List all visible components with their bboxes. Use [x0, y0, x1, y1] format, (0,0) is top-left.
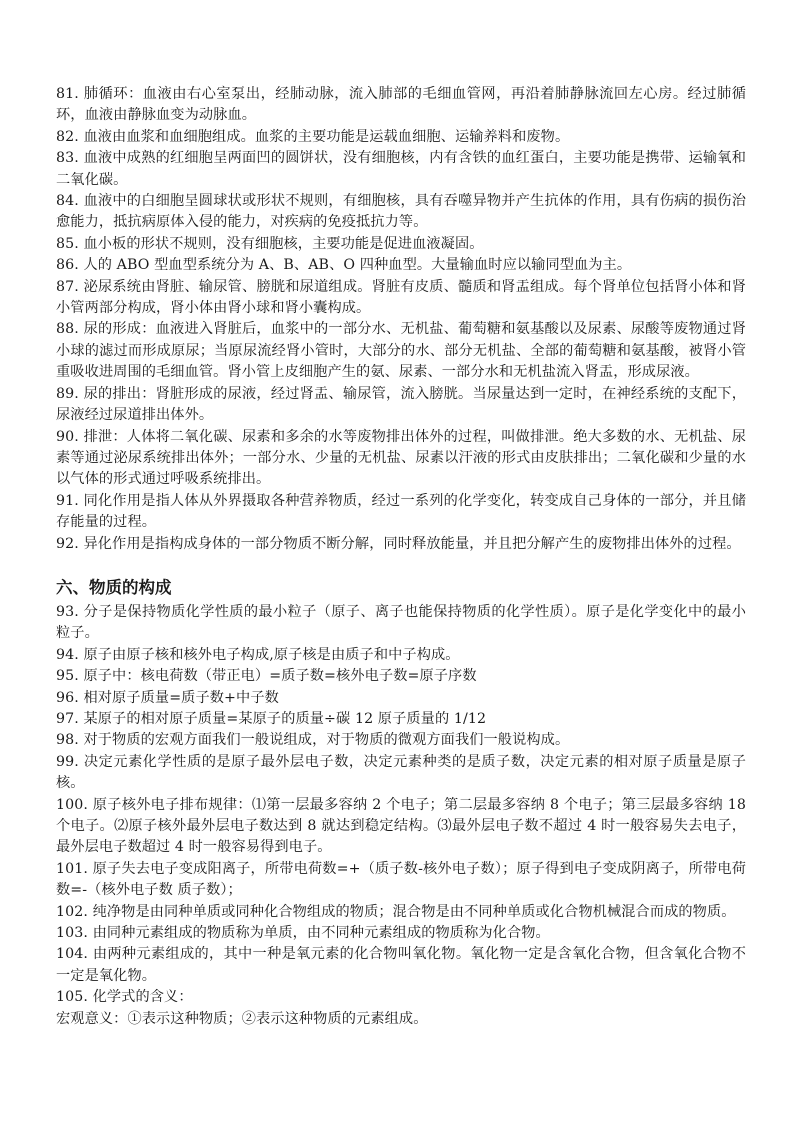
paragraph-103: 103. 由同种元素组成的物质称为单质，由不同种元素组成的物质称为化合物。 — [56, 925, 550, 942]
paragraph-86: 86. 人的 ABO 型血型系统分为 A、B、AB、O 四种血型。大量输血时应以输同型血为主。 — [56, 257, 632, 274]
paragraph-97: 97. 某原子的相对原子质量=某原子的质量÷碳 12 原子质量的 1/12 — [56, 710, 487, 727]
paragraph-92: 92. 异化作用是指构成身体的一部分物质不断分解，同时释放能量，并且把分解产生的废物排出体外的过程。 — [56, 535, 741, 552]
document-page — [56, 84, 746, 1030]
paragraph-93: 93. 分子是保持物质化学性质的最小粒子（原子、离子也能保持物质的化学性质）。原子是化学变化中的最小粒子。 — [56, 603, 746, 642]
paragraph-84: 84. 血液中的白细胞呈圆球状或形状不规则，有细胞核，具有吞噬异物并产生抗体的作用，具有伤病的损伤治愈能力，抵抗病原体入侵的能力，对疾病的免疫抵抗力等。 — [56, 193, 746, 231]
paragraph-82: 82. 血液由血浆和血细胞组成。血浆的主要功能是运载血细胞、运输养料和废物。 — [56, 128, 570, 145]
paragraph-90: 90. 排泄：人体将二氧化碳、尿素和多余的水等废物排出体外的过程，叫做排泄。绝大多数的水、无机盐、尿素等通过泌尿系统排出体外；一部分水、少量的无机盐、尿素以汗液的形式由皮肤排出；二氧化碳和少量的水以气体的形式通过呼吸系统排出。 — [56, 428, 746, 488]
section-heading: 六、物质的构成 — [56, 577, 172, 597]
paragraph-85: 85. 血小板的形状不规则，没有细胞核，主要功能是促进血液凝固。 — [56, 235, 484, 252]
paragraph-83: 83. 血液中成熟的红细胞呈两面凹的圆饼状，没有细胞核，内有含铁的血红蛋白，主要功能是携带、运输氧和二氧化碳。 — [56, 150, 746, 188]
paragraph-94: 94. 原子由原子核和核外电子构成,原子核是由质子和中子构成。 — [56, 646, 460, 663]
paragraph-91: 91. 同化作用是指人体从外界摄取各种营养物质，经过一系列的化学变化，转变成自己身体的一部分，并且储存能量的过程。 — [56, 492, 746, 531]
paragraph-87: 87. 泌尿系统由肾脏、输尿管、膀胱和尿道组成。肾脏有皮质、髓质和肾盂组成。每个肾单位包括肾小体和肾小管两部分构成，肾小体由肾小球和肾小囊构成。 — [56, 278, 746, 317]
paragraph-100: 100. 原子核外电子排布规律：⑴第一层最多容纳 2 个电子；第二层最多容纳 8 个电子；第三层最多容纳 18 个电子。⑵原子核外最外层电子数达到 8 就达到稳定结构。⑶最外层电子数不超过 4 时一般容易失去电子，最外层电子数超过 4 时一般容易得到电子。 — [56, 796, 746, 856]
paragraph-104: 104. 由两种元素组成的，其中一种是氧元素的化合物叫氧化物。氧化物一定是含氧化合物，但含氧化合物不一定是氧化物。 — [56, 946, 746, 984]
paragraph-102: 102. 纯净物是由同种单质或同种化合物组成的物质；混合物是由不同种单质或化合物机械混合而成的物质。 — [56, 903, 736, 920]
paragraph-96: 96. 相对原子质量=质子数+中子数 — [56, 689, 279, 706]
paragraph-81: 81. 肺循环：血液由右心室泵出，经肺动脉，流入肺部的毛细血管网，再沿着肺静脉流回左心房。经过肺循环，血液由静脉血变为动脉血。 — [56, 86, 746, 124]
paragraph-88: 88. 尿的形成：血液进入肾脏后，血浆中的一部分水、无机盐、葡萄糖和氨基酸以及尿素、尿酸等废物通过肾小球的滤过而形成原尿；当原尿流经肾小管时，大部分的水、部分无机盐、全部的葡萄糖和氨基酸，被肾小管重吸收进周围的毛细血管。肾小管上皮细胞产生的氨、尿素、一部分水和无机盐流入肾盂，形成尿液。 — [56, 321, 746, 381]
paragraph-105: 105. 化学式的含义： — [56, 989, 193, 1006]
chemistry-section — [56, 602, 746, 1030]
biology-section — [56, 84, 746, 555]
paragraph-99: 99. 决定元素化学性质的是原子最外层电子数，决定元素种类的是质子数，决定元素的相对原子质量是原子核。 — [56, 753, 746, 792]
paragraph-98: 98. 对于物质的宏观方面我们一般说组成，对于物质的微观方面我们一般说构成。 — [56, 732, 570, 749]
macro-meaning-line: 宏观意义：①表示这种物质；②表示这种物质的元素组成。 — [56, 1010, 428, 1027]
paragraph-95: 95. 原子中：核电荷数（带正电）=质子数=核外电子数=原子序数 — [56, 668, 477, 685]
paragraph-89: 89. 尿的排出：肾脏形成的尿液，经过肾盂、输尿管，流入膀胱。当尿量达到一定时，在神经系统的支配下，尿液经过尿道排出体外。 — [56, 385, 746, 424]
paragraph-101: 101. 原子失去电子变成阳离子，所带电荷数=+（质子数-核外电子数）；原子得到电子变成阴离子，所带电荷数=-（核外电子数 质子数）； — [56, 860, 746, 899]
